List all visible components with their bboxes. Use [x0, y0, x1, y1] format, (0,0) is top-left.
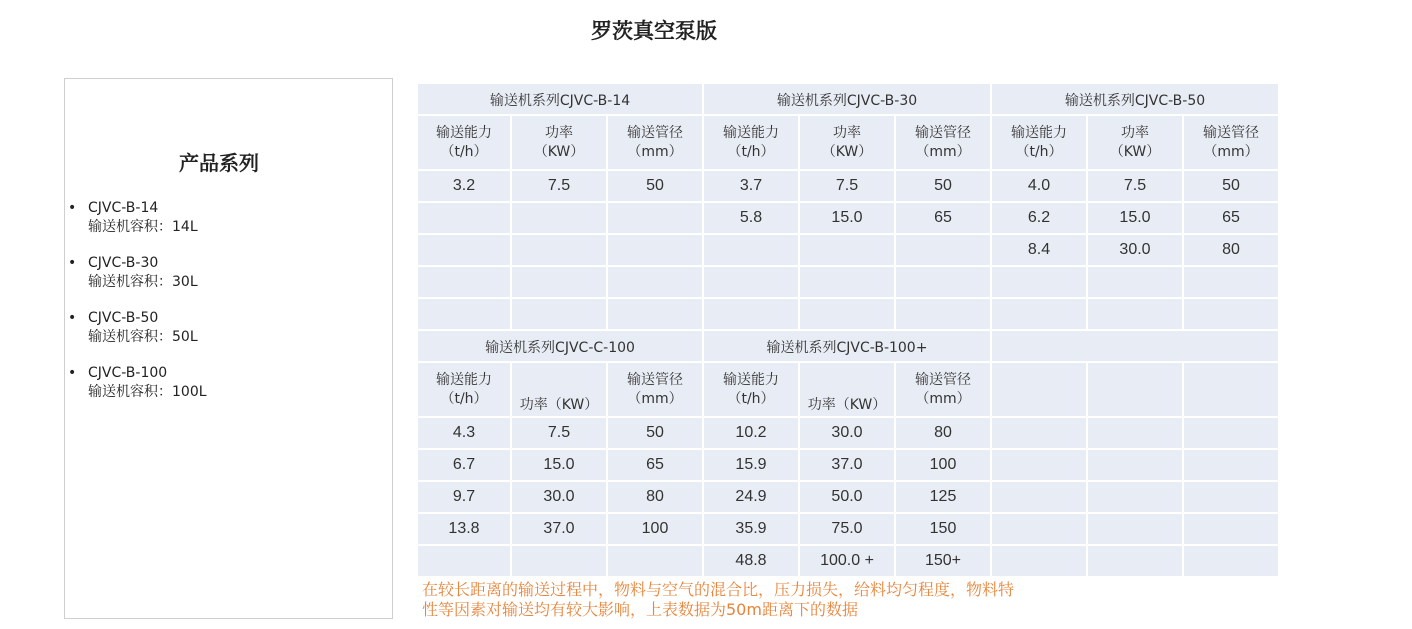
series-group-header: 输送机系列CJVC-B-100+: [703, 330, 991, 362]
table-cell: [1183, 417, 1279, 449]
table-cell: [607, 234, 703, 266]
table-cell: 4.3: [417, 417, 511, 449]
column-header-line: 输送能力: [723, 124, 779, 141]
column-header: [417, 362, 511, 417]
table-row: [417, 202, 1279, 234]
table-cell: [1087, 417, 1183, 449]
table-cell: 150+: [895, 545, 991, 577]
spec-table: [416, 82, 1280, 578]
column-header-line: 输送管径: [1203, 124, 1259, 141]
column-header: [607, 362, 703, 417]
table-cell: 30.0: [511, 481, 607, 513]
table-cell: 100: [895, 449, 991, 481]
table-cell: 7.5: [799, 170, 895, 202]
column-header: [511, 362, 607, 417]
column-header: [991, 115, 1087, 170]
table-cell: [511, 545, 607, 577]
column-header-line: 输送管径: [627, 124, 683, 141]
column-header-line: 功率（KW）: [807, 397, 887, 413]
series-group-header: 输送机系列CJVC-B-30: [703, 83, 991, 115]
column-header: [417, 115, 511, 170]
bullet-icon: •: [68, 310, 77, 326]
series-item: [68, 254, 207, 309]
table-cell: 48.8: [703, 545, 799, 577]
table-cell: [417, 234, 511, 266]
column-header-line: 输送能力: [723, 371, 779, 388]
table-cell: [417, 298, 511, 330]
column-header: [895, 115, 991, 170]
table-cell: 7.5: [1087, 170, 1183, 202]
table-cell: [607, 545, 703, 577]
table-cell: [895, 234, 991, 266]
table-cell: [1087, 298, 1183, 330]
table-cell: 37.0: [799, 449, 895, 481]
table-cell: 4.0: [991, 170, 1087, 202]
column-header: [799, 362, 895, 417]
series-model: CJVC-B-14: [88, 200, 159, 216]
table-cell: 80: [1183, 234, 1279, 266]
table-cell: 7.5: [511, 170, 607, 202]
table-cell: 15.0: [1087, 202, 1183, 234]
table-cell: [703, 234, 799, 266]
table-cell: [1087, 481, 1183, 513]
table-cell: [1183, 266, 1279, 298]
product-series-list: [68, 199, 207, 419]
column-header-line: 功率: [545, 124, 573, 141]
column-header-line: （t/h）: [1015, 143, 1063, 160]
column-header: [703, 115, 799, 170]
table-cell: [1087, 513, 1183, 545]
table-cell: [895, 298, 991, 330]
series-group-header: 输送机系列CJVC-C-100: [417, 330, 703, 362]
column-header: [991, 362, 1087, 417]
column-header: [799, 115, 895, 170]
table-cell: [1183, 481, 1279, 513]
table-cell: 50: [895, 170, 991, 202]
table-row: [417, 417, 1279, 449]
column-header-line: （KW）: [533, 143, 585, 160]
table-cell: [991, 481, 1087, 513]
table-cell: [1087, 545, 1183, 577]
table-cell: [1183, 298, 1279, 330]
table-row: [417, 449, 1279, 481]
page-title: 罗茨真空泵版: [591, 19, 717, 43]
table-cell: 15.0: [799, 202, 895, 234]
table-cell: 65: [895, 202, 991, 234]
table-cell: [799, 266, 895, 298]
series-item: [68, 199, 207, 254]
bullet-icon: •: [68, 255, 77, 271]
table-cell: [1183, 545, 1279, 577]
series-capacity: 输送机容积：50L: [88, 329, 198, 345]
table-cell: 100.0 +: [799, 545, 895, 577]
table-cell: 125: [895, 481, 991, 513]
series-group-header: [991, 330, 1279, 362]
table-cell: 3.2: [417, 170, 511, 202]
table-cell: [607, 202, 703, 234]
column-header-line: 功率（KW）: [519, 397, 599, 413]
column-header: [511, 115, 607, 170]
column-header-line: 输送能力: [436, 371, 492, 388]
table-row: [417, 545, 1279, 577]
column-header-line: （mm）: [627, 143, 683, 160]
table-row: [417, 234, 1279, 266]
column-header-line: 输送能力: [1011, 124, 1067, 141]
series-item: [68, 364, 207, 419]
table-cell: [511, 298, 607, 330]
column-header-line: （mm）: [627, 390, 683, 407]
table-cell: [991, 449, 1087, 481]
table-cell: 50.0: [799, 481, 895, 513]
column-header-line: 功率: [833, 124, 861, 141]
table-cell: [703, 266, 799, 298]
table-cell: 15.9: [703, 449, 799, 481]
table-cell: 30.0: [799, 417, 895, 449]
table-cell: [1087, 266, 1183, 298]
table-cell: [511, 234, 607, 266]
table-cell: [991, 266, 1087, 298]
table-cell: [895, 266, 991, 298]
column-header-line: （mm）: [1203, 143, 1259, 160]
column-header-line: （t/h）: [440, 390, 488, 407]
table-cell: 3.7: [703, 170, 799, 202]
table-cell: [417, 202, 511, 234]
column-header: [1183, 115, 1279, 170]
table-cell: [417, 545, 511, 577]
table-cell: [1087, 449, 1183, 481]
table-row: [417, 298, 1279, 330]
table-cell: 24.9: [703, 481, 799, 513]
table-cell: [511, 202, 607, 234]
column-header-line: 输送管径: [915, 371, 971, 388]
column-header-line: （t/h）: [440, 143, 488, 160]
table-cell: 7.5: [511, 417, 607, 449]
table-cell: [511, 266, 607, 298]
table-cell: 50: [607, 417, 703, 449]
column-header: [703, 362, 799, 417]
table-cell: 8.4: [991, 234, 1087, 266]
series-capacity: 输送机容积：30L: [88, 274, 198, 290]
table-cell: [1183, 513, 1279, 545]
column-header-line: 输送管径: [915, 124, 971, 141]
series-group-header: 输送机系列CJVC-B-14: [417, 83, 703, 115]
table-cell: 10.2: [703, 417, 799, 449]
table-cell: 50: [607, 170, 703, 202]
table-cell: 6.7: [417, 449, 511, 481]
table-cell: 9.7: [417, 481, 511, 513]
table-row: [417, 266, 1279, 298]
table-cell: [991, 513, 1087, 545]
column-header-line: （t/h）: [727, 143, 775, 160]
table-cell: 6.2: [991, 202, 1087, 234]
table-cell: [417, 266, 511, 298]
bullet-icon: •: [68, 200, 77, 216]
column-header-line: （mm）: [915, 390, 971, 407]
table-cell: 50: [1183, 170, 1279, 202]
column-header: [1183, 362, 1279, 417]
table-cell: 80: [607, 481, 703, 513]
column-header-line: （mm）: [915, 143, 971, 160]
bullet-icon: •: [68, 365, 77, 381]
table-cell: 65: [1183, 202, 1279, 234]
column-header-line: （KW）: [1109, 143, 1161, 160]
column-header-line: 功率: [1121, 124, 1149, 141]
column-header-line: （KW）: [821, 143, 873, 160]
product-series-heading: 产品系列: [179, 151, 259, 175]
series-model: CJVC-B-30: [88, 255, 159, 271]
series-capacity: 输送机容积：14L: [88, 219, 198, 235]
series-model: CJVC-B-100: [88, 365, 168, 381]
table-cell: [991, 298, 1087, 330]
column-header-line: （t/h）: [727, 390, 775, 407]
column-header-line: 输送能力: [436, 124, 492, 141]
column-header: [607, 115, 703, 170]
table-cell: [991, 417, 1087, 449]
table-cell: [991, 545, 1087, 577]
column-header: [895, 362, 991, 417]
table-cell: 15.0: [511, 449, 607, 481]
table-cell: 5.8: [703, 202, 799, 234]
table-row: [417, 513, 1279, 545]
table-cell: [607, 298, 703, 330]
series-model: CJVC-B-50: [88, 310, 159, 326]
table-cell: [703, 298, 799, 330]
table-cell: 80: [895, 417, 991, 449]
table-cell: 100: [607, 513, 703, 545]
column-header: [1087, 362, 1183, 417]
column-header: [1087, 115, 1183, 170]
table-cell: 37.0: [511, 513, 607, 545]
footnote: 在较长距离的输送过程中，物料与空气的混合比，压力损失，给料均匀程度，物料特性等因素对输送均有较大影响，上表数据为50m距离下的数据: [422, 580, 1015, 619]
table-cell: 150: [895, 513, 991, 545]
table-cell: 75.0: [799, 513, 895, 545]
table-cell: [799, 234, 895, 266]
table-cell: 13.8: [417, 513, 511, 545]
table-cell: 30.0: [1087, 234, 1183, 266]
table-cell: 35.9: [703, 513, 799, 545]
table-row: [417, 170, 1279, 202]
table-cell: [607, 266, 703, 298]
series-capacity: 输送机容积：100L: [88, 384, 207, 400]
table-cell: [1183, 449, 1279, 481]
table-cell: [799, 298, 895, 330]
series-item: [68, 309, 207, 364]
table-cell: 65: [607, 449, 703, 481]
series-group-header: 输送机系列CJVC-B-50: [991, 83, 1279, 115]
table-row: [417, 481, 1279, 513]
column-header-line: 输送管径: [627, 371, 683, 388]
